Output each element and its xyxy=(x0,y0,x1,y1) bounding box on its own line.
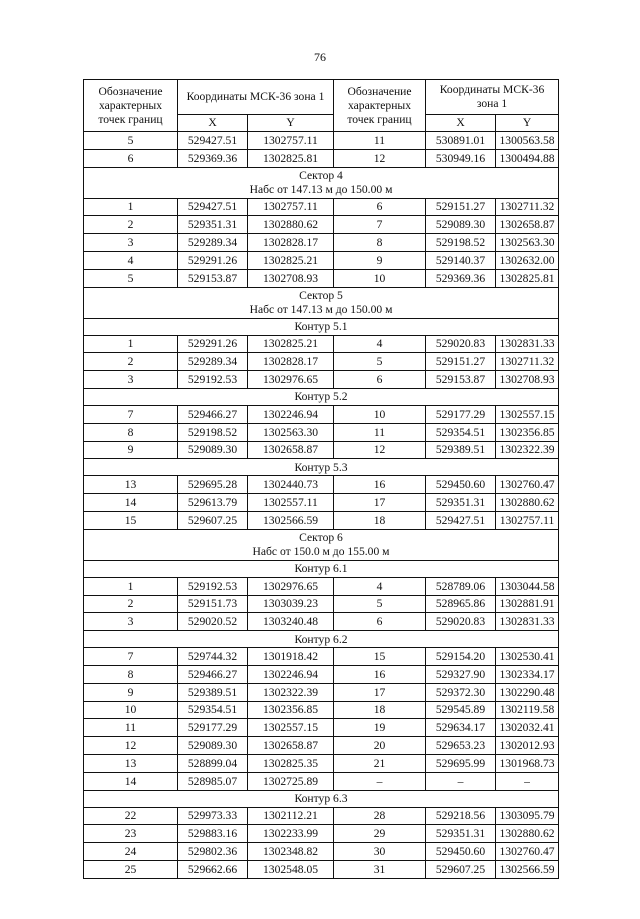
cell-x-left: 529369.36 xyxy=(178,149,248,167)
cell-point-right: 6 xyxy=(334,613,426,631)
table-row xyxy=(84,149,559,167)
cell-x-right: 530949.16 xyxy=(426,149,496,167)
cell-point-right: 19 xyxy=(334,719,426,737)
cell-point-left: 2 xyxy=(84,216,178,234)
cell-x-left: 529973.33 xyxy=(178,807,248,825)
cell-y-left: 1302708.93 xyxy=(248,269,334,287)
cell-x-left: 529289.34 xyxy=(178,353,248,371)
coordinates-table xyxy=(83,79,559,879)
cell-point-left: 11 xyxy=(84,719,178,737)
cell-y-right: 1302708.93 xyxy=(496,371,559,389)
cell-x-right: 529327.90 xyxy=(426,665,496,683)
cell-y-left: 1302825.35 xyxy=(248,754,334,772)
cell-y-left: 1302880.62 xyxy=(248,216,334,234)
cell-y-left: 1302757.11 xyxy=(248,132,334,150)
contour-label: Контур 6.3 xyxy=(84,790,559,807)
contour-row xyxy=(84,459,559,476)
cell-y-left: 1302348.82 xyxy=(248,843,334,861)
cell-point-right: 17 xyxy=(334,683,426,701)
cell-x-left: 528899.04 xyxy=(178,754,248,772)
cell-point-right: 30 xyxy=(334,843,426,861)
cell-x-left: 529020.52 xyxy=(178,613,248,631)
cell-y-left: 1302825.81 xyxy=(248,149,334,167)
table-row xyxy=(84,613,559,631)
cell-x-left: 529177.29 xyxy=(178,719,248,737)
cell-y-left: 1303039.23 xyxy=(248,595,334,613)
cell-x-left: 529802.36 xyxy=(178,843,248,861)
contour-label: Контур 5.1 xyxy=(84,318,559,335)
cell-point-right: 12 xyxy=(334,441,426,459)
cell-x-right: 529450.60 xyxy=(426,843,496,861)
cell-y-right: 1302356.85 xyxy=(496,423,559,441)
table-row xyxy=(84,269,559,287)
cell-y-left: 1302825.21 xyxy=(248,335,334,353)
cell-point-right: 6 xyxy=(334,371,426,389)
table-row xyxy=(84,476,559,494)
cell-y-right: 1302322.39 xyxy=(496,441,559,459)
cell-y-right: 1302530.41 xyxy=(496,648,559,666)
table-row xyxy=(84,216,559,234)
cell-x-left: 529466.27 xyxy=(178,665,248,683)
contour-label: Контур 6.1 xyxy=(84,560,559,577)
cell-y-right: 1302831.33 xyxy=(496,613,559,631)
cell-y-left: 1302725.89 xyxy=(248,772,334,790)
cell-point-right: 18 xyxy=(334,701,426,719)
cell-point-right: 9 xyxy=(334,251,426,269)
table-row xyxy=(84,335,559,353)
cell-point-left: 3 xyxy=(84,613,178,631)
cell-x-left: 529089.30 xyxy=(178,441,248,459)
cell-x-left: 529291.26 xyxy=(178,335,248,353)
cell-x-right: 528789.06 xyxy=(426,577,496,595)
cell-point-right: 16 xyxy=(334,476,426,494)
cell-x-right: 529634.17 xyxy=(426,719,496,737)
cell-y-right: 1302334.17 xyxy=(496,665,559,683)
table-body xyxy=(84,132,559,879)
cell-y-right: 1302760.47 xyxy=(496,843,559,861)
cell-point-right: 4 xyxy=(334,577,426,595)
cell-point-left: 7 xyxy=(84,648,178,666)
table-row xyxy=(84,825,559,843)
cell-point-right: 5 xyxy=(334,595,426,613)
section-title: Сектор 5 xyxy=(299,288,343,302)
cell-y-left: 1302563.30 xyxy=(248,423,334,441)
cell-y-left: 1302828.17 xyxy=(248,353,334,371)
cell-y-right: 1302012.93 xyxy=(496,737,559,755)
cell-y-right: 1302563.30 xyxy=(496,234,559,252)
cell-point-right: 20 xyxy=(334,737,426,755)
cell-x-right: 529354.51 xyxy=(426,423,496,441)
cell-y-left: 1302976.65 xyxy=(248,577,334,595)
header-y-right: Y xyxy=(496,115,559,132)
table-row xyxy=(84,371,559,389)
cell-x-right: 529177.29 xyxy=(426,405,496,423)
table-row xyxy=(84,577,559,595)
cell-y-left: 1303240.48 xyxy=(248,613,334,631)
cell-y-right: 1302290.48 xyxy=(496,683,559,701)
cell-point-left: 24 xyxy=(84,843,178,861)
cell-point-left: 3 xyxy=(84,234,178,252)
table-row xyxy=(84,251,559,269)
contour-label: Контур 6.2 xyxy=(84,631,559,648)
section-header xyxy=(84,167,559,198)
cell-y-left: 1302976.65 xyxy=(248,371,334,389)
cell-x-right: 529198.52 xyxy=(426,234,496,252)
section-title: Сектор 6 xyxy=(299,530,343,544)
table-row xyxy=(84,648,559,666)
cell-point-left: 12 xyxy=(84,737,178,755)
contour-row xyxy=(84,790,559,807)
cell-point-left: 23 xyxy=(84,825,178,843)
cell-point-right: 12 xyxy=(334,149,426,167)
cell-y-left: 1302658.87 xyxy=(248,441,334,459)
cell-x-left: 529695.28 xyxy=(178,476,248,494)
cell-x-left: 528985.07 xyxy=(178,772,248,790)
table-row xyxy=(84,737,559,755)
cell-point-right: 17 xyxy=(334,494,426,512)
cell-y-right: 1302557.15 xyxy=(496,405,559,423)
cell-y-right: 1302881.91 xyxy=(496,595,559,613)
cell-point-left: 7 xyxy=(84,405,178,423)
cell-y-right: 1302632.00 xyxy=(496,251,559,269)
contour-row xyxy=(84,631,559,648)
page-number: 76 xyxy=(314,50,326,64)
cell-x-left: 529466.27 xyxy=(178,405,248,423)
cell-point-left: 10 xyxy=(84,701,178,719)
cell-y-right: 1300494.88 xyxy=(496,149,559,167)
cell-point-right: 10 xyxy=(334,405,426,423)
cell-x-left: 529883.16 xyxy=(178,825,248,843)
section-subtitle: Набс от 150.0 м до 155.00 м xyxy=(252,544,390,558)
cell-y-left: 1301918.42 xyxy=(248,648,334,666)
cell-y-right: 1300563.58 xyxy=(496,132,559,150)
section-header xyxy=(84,287,559,318)
section-title: Сектор 4 xyxy=(299,168,343,182)
header-coords-left: Координаты МСК-36 зона 1 xyxy=(178,80,334,115)
cell-x-left: 529291.26 xyxy=(178,251,248,269)
cell-point-left: 3 xyxy=(84,371,178,389)
cell-y-right: 1302032.41 xyxy=(496,719,559,737)
cell-point-right: 5 xyxy=(334,353,426,371)
cell-x-right: 529154.20 xyxy=(426,648,496,666)
cell-point-left: 8 xyxy=(84,665,178,683)
cell-x-right: 529545.89 xyxy=(426,701,496,719)
table-row xyxy=(84,405,559,423)
cell-y-right: – xyxy=(496,772,559,790)
cell-x-right: – xyxy=(426,772,496,790)
cell-x-left: 529151.73 xyxy=(178,595,248,613)
cell-point-left: 9 xyxy=(84,683,178,701)
cell-y-right: 1301968.73 xyxy=(496,754,559,772)
cell-x-right: 529218.56 xyxy=(426,807,496,825)
cell-y-left: 1302246.94 xyxy=(248,405,334,423)
section-row xyxy=(84,167,559,198)
cell-point-left: 1 xyxy=(84,335,178,353)
cell-x-left: 529427.51 xyxy=(178,198,248,216)
table-row xyxy=(84,595,559,613)
cell-y-left: 1302566.59 xyxy=(248,511,334,529)
cell-point-right: 4 xyxy=(334,335,426,353)
cell-x-right: 529607.25 xyxy=(426,860,496,878)
cell-point-left: 1 xyxy=(84,198,178,216)
cell-y-left: 1302825.21 xyxy=(248,251,334,269)
header-x-left: X xyxy=(178,115,248,132)
table-row xyxy=(84,234,559,252)
table-row xyxy=(84,511,559,529)
contour-label: Контур 5.2 xyxy=(84,388,559,405)
cell-x-right: 529020.83 xyxy=(426,613,496,631)
cell-point-right: 18 xyxy=(334,511,426,529)
cell-point-right: 21 xyxy=(334,754,426,772)
table-row xyxy=(84,353,559,371)
table-row xyxy=(84,423,559,441)
cell-x-left: 529351.31 xyxy=(178,216,248,234)
table-row xyxy=(84,701,559,719)
contour-label: Контур 5.3 xyxy=(84,459,559,476)
cell-x-right: 529369.36 xyxy=(426,269,496,287)
cell-y-left: 1302557.15 xyxy=(248,719,334,737)
cell-y-right: 1303044.58 xyxy=(496,577,559,595)
cell-x-left: 529198.52 xyxy=(178,423,248,441)
cell-point-left: 1 xyxy=(84,577,178,595)
cell-y-right: 1302566.59 xyxy=(496,860,559,878)
header-x-right: X xyxy=(426,115,496,132)
cell-point-left: 14 xyxy=(84,772,178,790)
cell-y-left: 1302233.99 xyxy=(248,825,334,843)
table-row xyxy=(84,683,559,701)
table-row xyxy=(84,719,559,737)
cell-y-left: 1302322.39 xyxy=(248,683,334,701)
cell-point-left: 22 xyxy=(84,807,178,825)
cell-x-left: 529607.25 xyxy=(178,511,248,529)
cell-y-left: 1302828.17 xyxy=(248,234,334,252)
table-row xyxy=(84,494,559,512)
table-row xyxy=(84,754,559,772)
cell-y-right: 1302760.47 xyxy=(496,476,559,494)
cell-x-left: 529427.51 xyxy=(178,132,248,150)
cell-point-right: 7 xyxy=(334,216,426,234)
cell-point-right: 28 xyxy=(334,807,426,825)
cell-point-left: 9 xyxy=(84,441,178,459)
cell-y-left: 1302548.05 xyxy=(248,860,334,878)
cell-x-left: 529192.53 xyxy=(178,371,248,389)
cell-x-right: 529153.87 xyxy=(426,371,496,389)
cell-point-right: 10 xyxy=(334,269,426,287)
cell-y-right: 1302711.32 xyxy=(496,353,559,371)
table-row xyxy=(84,772,559,790)
header-coords-right: Координаты МСК-36 зона 1 xyxy=(426,80,559,115)
cell-point-left: 13 xyxy=(84,476,178,494)
cell-point-right: 29 xyxy=(334,825,426,843)
section-row xyxy=(84,287,559,318)
cell-point-left: 4 xyxy=(84,251,178,269)
cell-x-left: 529662.66 xyxy=(178,860,248,878)
cell-x-left: 529389.51 xyxy=(178,683,248,701)
cell-y-left: 1302658.87 xyxy=(248,737,334,755)
table-row xyxy=(84,441,559,459)
cell-x-right: 529427.51 xyxy=(426,511,496,529)
cell-x-right: 529351.31 xyxy=(426,825,496,843)
cell-x-right: 529695.99 xyxy=(426,754,496,772)
cell-point-right: 31 xyxy=(334,860,426,878)
cell-y-left: 1302246.94 xyxy=(248,665,334,683)
cell-point-right: – xyxy=(334,772,426,790)
cell-y-right: 1302119.58 xyxy=(496,701,559,719)
cell-y-left: 1302112.21 xyxy=(248,807,334,825)
cell-point-right: 15 xyxy=(334,648,426,666)
cell-y-right: 1302711.32 xyxy=(496,198,559,216)
cell-point-right: 16 xyxy=(334,665,426,683)
header-point-label-right: Обозначение характерных точек границ xyxy=(334,80,426,132)
section-subtitle: Набс от 147.13 м до 150.00 м xyxy=(249,182,393,196)
cell-y-right: 1302831.33 xyxy=(496,335,559,353)
cell-point-right: 8 xyxy=(334,234,426,252)
cell-y-left: 1302440.73 xyxy=(248,476,334,494)
cell-x-right: 530891.01 xyxy=(426,132,496,150)
cell-x-right: 529389.51 xyxy=(426,441,496,459)
cell-y-left: 1302757.11 xyxy=(248,198,334,216)
table-row xyxy=(84,807,559,825)
cell-x-right: 529140.37 xyxy=(426,251,496,269)
cell-x-right: 528965.86 xyxy=(426,595,496,613)
cell-x-right: 529151.27 xyxy=(426,198,496,216)
cell-x-left: 529192.53 xyxy=(178,577,248,595)
cell-y-right: 1303095.79 xyxy=(496,807,559,825)
cell-point-left: 2 xyxy=(84,353,178,371)
header-y-left: Y xyxy=(248,115,334,132)
cell-point-left: 25 xyxy=(84,860,178,878)
cell-x-right: 529450.60 xyxy=(426,476,496,494)
table-row xyxy=(84,665,559,683)
cell-x-left: 529744.32 xyxy=(178,648,248,666)
cell-point-right: 11 xyxy=(334,423,426,441)
cell-x-left: 529354.51 xyxy=(178,701,248,719)
table-row xyxy=(84,132,559,150)
cell-y-left: 1302356.85 xyxy=(248,701,334,719)
cell-y-right: 1302880.62 xyxy=(496,494,559,512)
cell-point-right: 11 xyxy=(334,132,426,150)
header-point-label-left: Обозначение характерных точек границ xyxy=(84,80,178,132)
cell-x-right: 529089.30 xyxy=(426,216,496,234)
cell-x-right: 529372.30 xyxy=(426,683,496,701)
cell-point-left: 5 xyxy=(84,269,178,287)
table-row xyxy=(84,843,559,861)
cell-point-left: 13 xyxy=(84,754,178,772)
cell-x-left: 529613.79 xyxy=(178,494,248,512)
section-header xyxy=(84,529,559,560)
cell-x-right: 529653.23 xyxy=(426,737,496,755)
cell-y-right: 1302658.87 xyxy=(496,216,559,234)
cell-x-right: 529151.27 xyxy=(426,353,496,371)
cell-x-left: 529289.34 xyxy=(178,234,248,252)
contour-row xyxy=(84,560,559,577)
cell-point-left: 2 xyxy=(84,595,178,613)
cell-point-left: 6 xyxy=(84,149,178,167)
section-row xyxy=(84,529,559,560)
cell-y-right: 1302825.81 xyxy=(496,269,559,287)
cell-point-left: 15 xyxy=(84,511,178,529)
cell-point-left: 5 xyxy=(84,132,178,150)
table-row xyxy=(84,860,559,878)
cell-y-left: 1302557.11 xyxy=(248,494,334,512)
contour-row xyxy=(84,318,559,335)
cell-x-left: 529153.87 xyxy=(178,269,248,287)
cell-y-right: 1302880.62 xyxy=(496,825,559,843)
section-subtitle: Набс от 147.13 м до 150.00 м xyxy=(249,302,393,316)
cell-y-right: 1302757.11 xyxy=(496,511,559,529)
cell-point-left: 14 xyxy=(84,494,178,512)
cell-point-right: 6 xyxy=(334,198,426,216)
cell-x-left: 529089.30 xyxy=(178,737,248,755)
table-row xyxy=(84,198,559,216)
contour-row xyxy=(84,388,559,405)
cell-x-right: 529351.31 xyxy=(426,494,496,512)
cell-x-right: 529020.83 xyxy=(426,335,496,353)
cell-point-left: 8 xyxy=(84,423,178,441)
